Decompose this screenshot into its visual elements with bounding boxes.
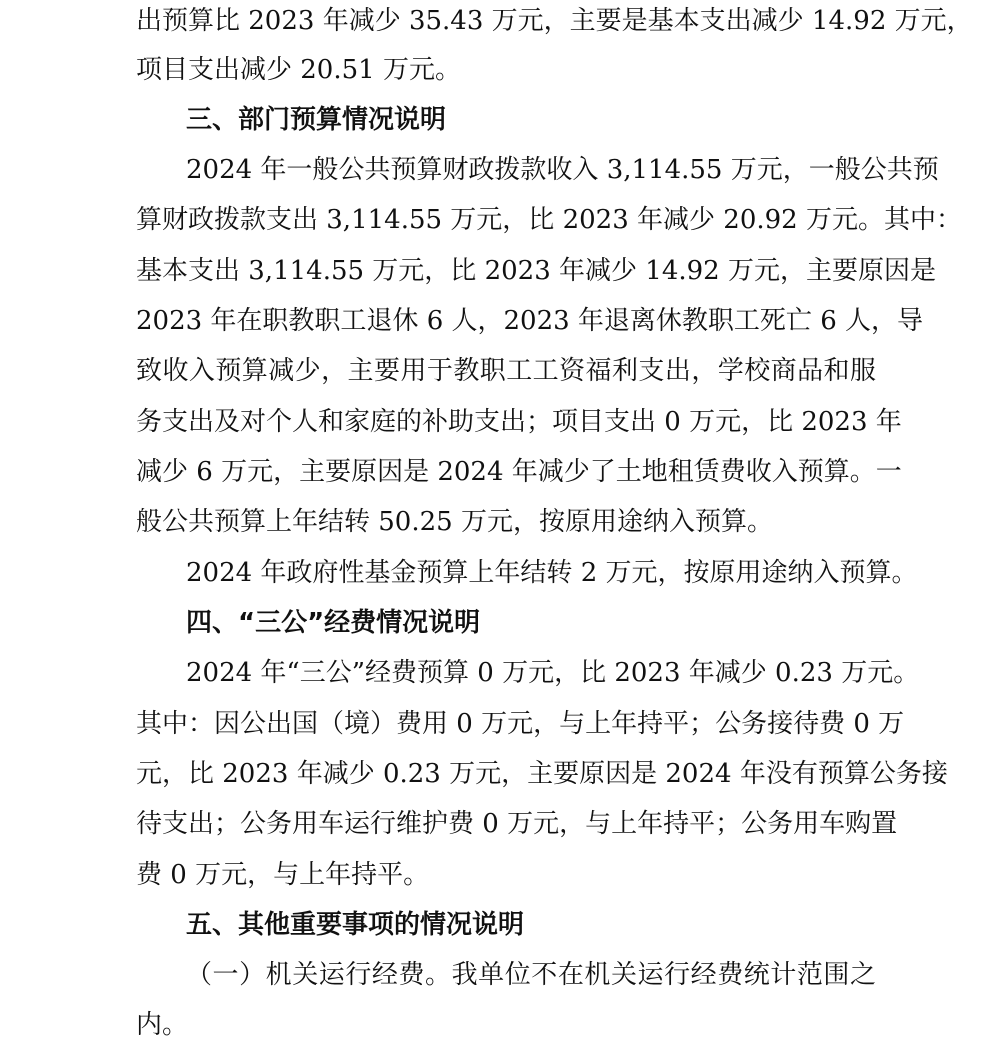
paragraph-line: 元，比 2023 年减少 0.23 万元，主要原因是 2024 年没有预算公务接	[136, 759, 948, 789]
paragraph-line: 算财政拨款支出 3,114.55 万元，比 2023 年减少 20.92 万元。其中：	[136, 205, 962, 235]
paragraph-line: 2024 年政府性基金预算上年结转 2 万元，按原用途纳入预算。	[186, 558, 918, 588]
section-heading: 三、部门预算情况说明	[186, 105, 447, 135]
paragraph-line: 般公共预算上年结转 50.25 万元，按原用途纳入预算。	[136, 507, 773, 537]
paragraph-line: 减少 6 万元，主要原因是 2024 年减少了土地租赁费收入预算。一	[136, 457, 902, 487]
section-heading: 五、其他重要事项的情况说明	[186, 910, 525, 940]
section-heading: 四、“三公”经费情况说明	[186, 608, 481, 638]
paragraph-line: 基本支出 3,114.55 万元，比 2023 年减少 14.92 万元，主要原因是	[136, 256, 936, 286]
paragraph-line: （一）机关运行经费。我单位不在机关运行经费统计范围之	[186, 960, 876, 990]
paragraph-line: 2024 年一般公共预算财政拨款收入 3,114.55 万元，一般公共预	[186, 155, 939, 185]
paragraph-line: 项目支出减少 20.51 万元。	[136, 55, 461, 85]
paragraph-line: 其中：因公出国（境）费用 0 万元，与上年持平；公务接待费 0 万	[136, 709, 905, 739]
paragraph-line: 待支出；公务用车运行维护费 0 万元，与上年持平；公务用车购置	[136, 809, 898, 839]
paragraph-line: 2023 年在职教职工退休 6 人，2023 年退离休教职工死亡 6 人，导	[136, 306, 924, 336]
paragraph-line: 费 0 万元，与上年持平。	[136, 860, 430, 890]
paragraph-line: 致收入预算减少，主要用于教职工工资福利支出，学校商品和服	[136, 356, 876, 386]
paragraph-line: 2024 年“三公”经费预算 0 万元，比 2023 年减少 0.23 万元。	[186, 658, 920, 688]
paragraph-line: 内。	[136, 1010, 189, 1040]
paragraph-line: 务支出及对个人和家庭的补助支出；项目支出 0 万元，比 2023 年	[136, 407, 902, 437]
paragraph-line: 出预算比 2023 年减少 35.43 万元，主要是基本支出减少 14.92 万元，	[136, 6, 973, 36]
